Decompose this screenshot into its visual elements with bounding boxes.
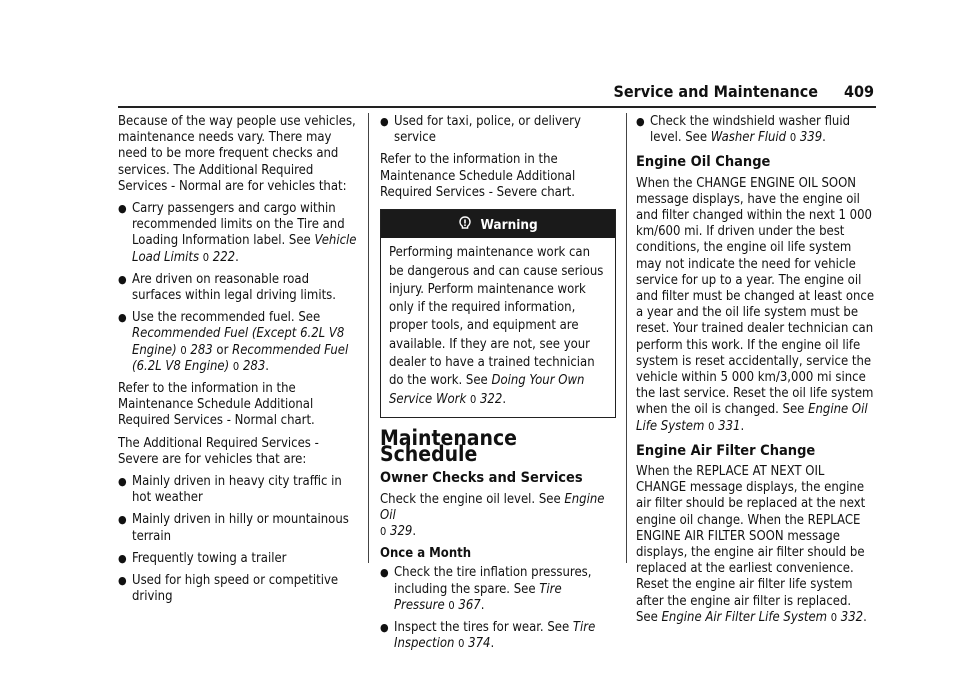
subheading: Once a Month xyxy=(380,546,472,562)
page-ref-icon: 0 xyxy=(180,343,187,357)
bullet-icon: ● xyxy=(118,513,127,527)
cross-ref-link[interactable]: Washer Fluid xyxy=(710,130,787,146)
cross-ref-link[interactable]: Tire Inspection xyxy=(394,619,596,652)
page-ref[interactable]: 374 xyxy=(468,636,491,652)
list-item: ● Carry passengers and cargo within recommended limits on the Tire and Loading Information label. See Vehicle Load Limits 0 222. xyxy=(118,201,357,265)
bullet-icon: ● xyxy=(118,202,127,216)
header-rule xyxy=(118,106,876,108)
cross-ref-link[interactable]: Recommended Fuel (Except 6.2L V8 Engine) xyxy=(132,326,345,358)
severe-intro: The Additional Required Services - Severe are for vehicles that are: xyxy=(118,435,319,467)
page-ref[interactable]: 322 xyxy=(479,391,503,407)
page-ref-icon: 0 xyxy=(380,524,387,538)
section-heading: Engine Oil Change xyxy=(636,154,771,171)
normal-chart-ref: Refer to the information in the Maintenance Schedule Additional Required Services - Normal chart. xyxy=(118,381,315,429)
list-item: ● Used for taxi, police, or delivery service xyxy=(380,114,581,146)
section-heading: Engine Air Filter Change xyxy=(636,442,816,459)
warning-icon xyxy=(458,216,472,231)
paragraph: Check the engine oil level. See Engine Oil 0 329. xyxy=(380,491,605,539)
column-divider-1 xyxy=(368,113,369,563)
list-item: ● Are driven on reasonable road surfaces within legal driving limits. xyxy=(118,271,336,304)
cross-ref-link[interactable]: Recommended Fuel (6.2L V8 Engine) xyxy=(132,342,349,374)
page-ref[interactable]: 222 xyxy=(212,249,236,265)
page-ref[interactable]: 339 xyxy=(799,130,823,146)
page-ref[interactable]: 331 xyxy=(718,418,741,434)
cross-ref-link[interactable]: Doing Your Own Service Work xyxy=(389,373,585,407)
page-ref-icon: 0 xyxy=(469,392,477,406)
page-ref-icon: 0 xyxy=(789,131,797,145)
chapter-heading: Maintenance Schedule xyxy=(380,425,517,467)
paragraph: When the CHANGE ENGINE OIL SOON message displays, have the engine oil and filter changed within the next 1 000 km/600 mi. If driven under the best conditions, the engine oil life system may not indicate the need for vehicle service for up to a year. The engine oil and filter must be changed at least once a year and the oil life system must be reset. Your trained dealer technician can perform this work. If the engine oil life system is reset accidentally, service the vehicle within 5 000 km/3,000 mi since the last service. Reset the oil life system when the oil is changed. See Engine Oil Life System 0 331. xyxy=(636,175,875,434)
page-ref-icon: 0 xyxy=(830,610,838,624)
list-item: ● Mainly driven in hilly or mountainous terrain xyxy=(118,512,349,544)
column-middle xyxy=(380,114,616,658)
bullet-icon: ● xyxy=(380,620,389,634)
page-ref-icon: 0 xyxy=(232,359,240,373)
warning-title: Warning xyxy=(480,217,538,234)
cross-ref-link[interactable]: Engine Air Filter Life System xyxy=(661,609,828,625)
bullet-icon: ● xyxy=(118,574,127,588)
list-item: ● Mainly driven in heavy city traffic in hot weather xyxy=(118,474,342,506)
column-divider-2 xyxy=(626,113,627,563)
cross-ref-link[interactable]: Tire Pressure xyxy=(394,581,562,613)
list-item: ● Check the tire inflation pressures, including the spare. See Tire Pressure 0 367. xyxy=(380,565,592,613)
list-item: ● Inspect the tires for wear. See Tire Inspection 0 374. xyxy=(380,619,596,652)
section-heading: Owner Checks and Services xyxy=(380,470,583,487)
list-item: ● Frequently towing a trailer xyxy=(118,550,287,566)
page-number: 409 xyxy=(843,82,874,101)
page-ref[interactable]: 283 xyxy=(190,342,213,358)
bullet-icon: ● xyxy=(380,115,389,128)
page-ref[interactable]: 367 xyxy=(458,597,481,613)
page-ref[interactable]: 283 xyxy=(242,358,266,374)
cross-ref-link[interactable]: Engine Oil Life System xyxy=(636,402,868,434)
column-left xyxy=(118,114,358,611)
bullet-icon: ● xyxy=(380,566,389,580)
cross-ref-link[interactable]: Vehicle Load Limits xyxy=(132,233,357,265)
bullet-icon: ● xyxy=(118,272,127,286)
page-ref-icon: 0 xyxy=(458,637,465,651)
intro-paragraph: Because of the way people use vehicles, maintenance needs vary. There may need to be more frequent checks and services. The Additional Required Services - Normal are for vehicles that: xyxy=(118,114,356,194)
cross-ref-link[interactable]: Engine Oil xyxy=(380,491,605,523)
page-ref-icon: 0 xyxy=(448,598,455,612)
bullet-icon: ● xyxy=(118,551,127,565)
warning-box xyxy=(380,209,616,418)
list-item: ● Use the recommended fuel. See Recommended Fuel (Except 6.2L V8 Engine) 0 283 or Recommended Fuel (6.2L V8 Engine) 0 283. xyxy=(118,310,349,374)
bullet-icon: ● xyxy=(636,115,645,128)
page-ref[interactable]: 329 xyxy=(390,523,413,539)
severe-chart-ref: Refer to the information in the Maintenance Schedule Additional Required Services - Severe chart. xyxy=(380,152,576,200)
page-header xyxy=(118,82,876,106)
column-right xyxy=(636,114,876,632)
list-item: ● Check the windshield washer fluid level. See Washer Fluid 0 339. xyxy=(636,114,851,146)
page-ref-icon: 0 xyxy=(202,250,210,264)
warning-body: Performing maintenance work can be dangerous and can cause serious injury. Perform maintenance work only if the required information, proper tools, and equipment are available. If they are not, see your dealer to have a trained technician do the work. See Doing Your Own Service Work 0 322. xyxy=(389,245,604,407)
page-ref[interactable]: 332 xyxy=(840,609,864,625)
list-item: ● Used for high speed or competitive driving xyxy=(118,573,339,605)
warning-header xyxy=(381,210,615,238)
bullet-icon: ● xyxy=(118,311,127,325)
section-title: Service and Maintenance xyxy=(613,82,818,101)
page-ref-icon: 0 xyxy=(708,419,715,433)
bullet-icon: ● xyxy=(118,475,127,489)
paragraph: When the REPLACE AT NEXT OIL CHANGE message displays, the engine air filter should be replaced at the next engine oil change. When the REPLACE ENGINE AIR FILTER SOON message displays, the engine air filter should be replaced at the earliest convenience. Reset the engine air filter life system after the engine air filter is replaced. See Engine Air Filter Life System 0 332. xyxy=(636,464,867,625)
